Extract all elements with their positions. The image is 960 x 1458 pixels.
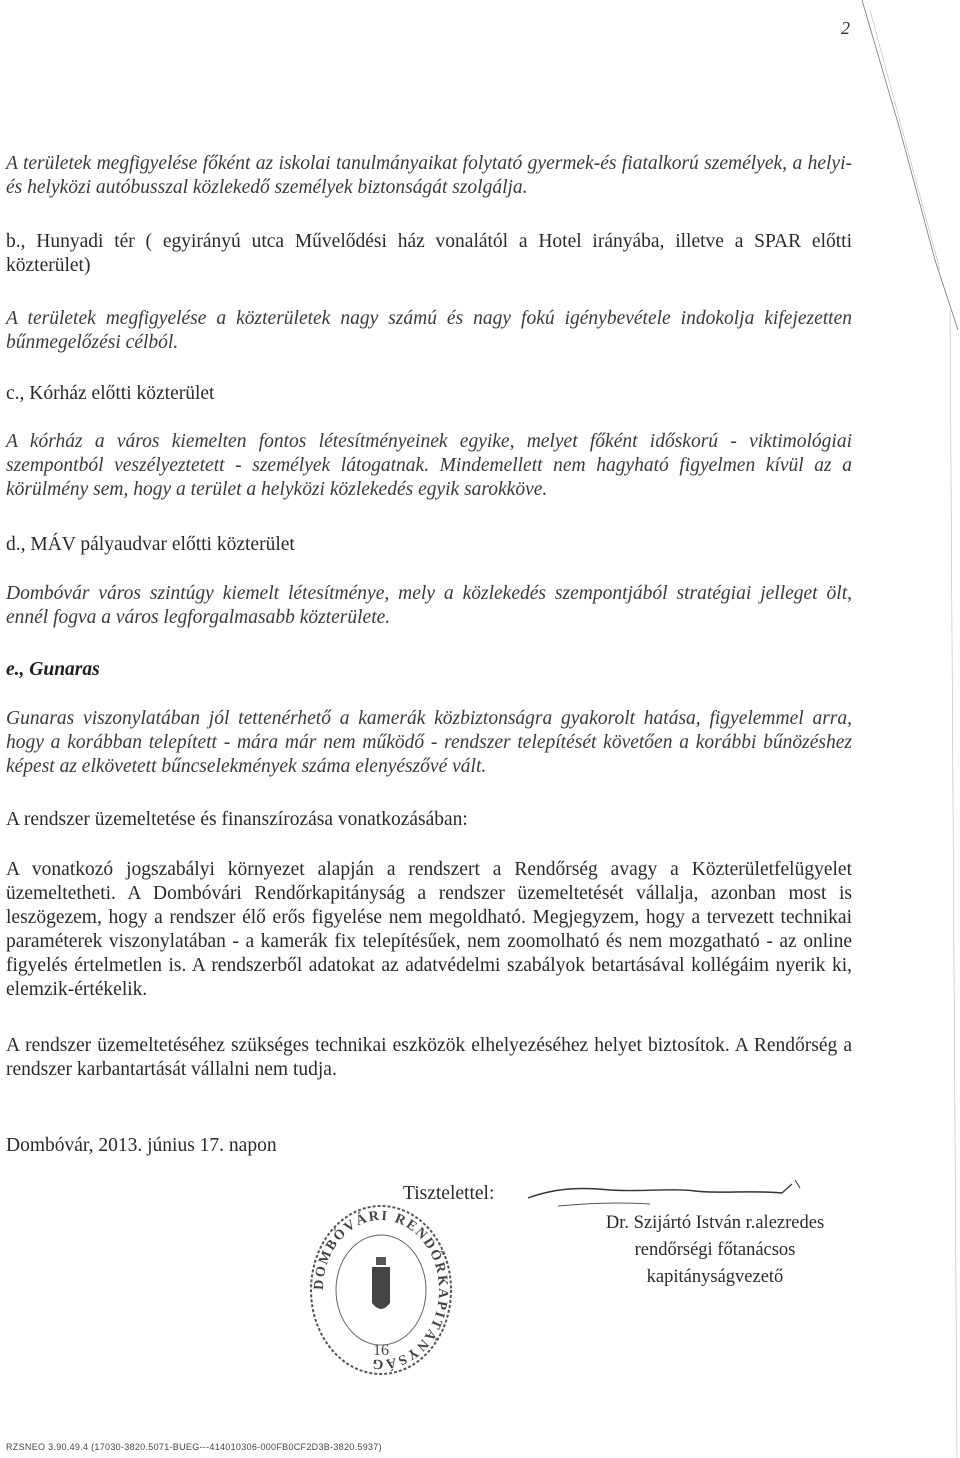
section-d-heading: d., MÁV pályaudvar előtti közterület xyxy=(6,534,295,555)
footer-code: RZSNEO 3.90.49.4 (17030-3820.5071-BUEG---414010306-000FB0CF2D3B-3820.5937) xyxy=(6,1442,382,1452)
section-b-heading: b., Hunyadi tér ( egyirányú utca Művelődési ház vonalától a Hotel irányába, illetve a SPAR előtti közterület) xyxy=(6,231,852,276)
stamp-number: 16 xyxy=(373,1342,389,1359)
section-e-heading: e., Gunaras xyxy=(6,659,100,680)
section-c-body: A kórház a város kiemelten fontos létesítményeinek egyike, melyet főként időskorú - viktimológiai szempontból veszélyeztetett - személyek látogatnak. Mindemellett nem hagyható figyelmen kívül az a körülmény sem, hogy a terület a helyközi közlekedés egyik sarokköve. xyxy=(6,431,852,500)
stamp-ring-text: DOMBÓVÁRI RENDŐRKAPITÁNYSÁG xyxy=(311,1208,451,1372)
coat-of-arms-icon xyxy=(372,1257,390,1309)
operation-body-2: A rendszer üzemeltetéséhez szükséges technikai eszközök elhelyezéséhez helyet biztosítok. A Rendőrség a rendszer karbantartását vállalni nem tudja. xyxy=(6,1035,852,1080)
signer-rank: rendőrségi főtanácsos xyxy=(634,1240,796,1260)
operation-body-1: A vonatkozó jogszabályi környezet alapján a rendszert a Rendőrség avagy a Közterületfelügyelet üzemeltetheti. A Dombóvári Rendőrkapitányság a rendszer üzemeltetését vállalja, azonban most is leszögezem, hogy a rendszer élő erős figyelése nem megoldható. Megjegyzem, hogy a tervezett technikai paraméterek viszonylatában - a kamerák fix telepítésűek, nem zoomolható és nem mozgatható - az online figyelés értelmetlen is. A rendszerből adatokat az adatvédelmi szabályok betartásával kollégáim nyerik ki, elemzik-értékelik. xyxy=(6,859,852,1000)
section-b-body: A területek megfigyelése a közterületek nagy számú és nagy fokú igénybevétele indokolja kifejezetten bűnmegelőzési célból. xyxy=(6,308,852,353)
paragraph-a-body: A területek megfigyelése főként az iskolai tanulmányaikat folytató gyermek-és fiatalkorú személyek, a helyi- és helyközi autóbusszal közlekedő személyek biztonságát szolgálja. xyxy=(6,153,852,198)
official-stamp xyxy=(306,1195,456,1380)
signer-title: kapitányságvezető xyxy=(646,1267,784,1287)
signer-name: Dr. Szijártó István r.alezredes xyxy=(605,1213,825,1233)
page-number: 2 xyxy=(841,18,850,38)
greeting: Tisztelettel: xyxy=(403,1183,495,1204)
operation-heading: A rendszer üzemeltetése és finanszírozása vonatkozásában: xyxy=(6,809,468,830)
section-c-heading: c., Kórház előtti közterület xyxy=(6,383,215,404)
section-d-body: Dombóvár város szintúgy kiemelt létesítménye, mely a közlekedés szempontjából stratégiai jelleget ölt, ennél fogva a város legforgalmasabb közterülete. xyxy=(6,583,852,628)
section-e-body: Gunaras viszonylatában jól tettenérhető a kamerák közbiztonságra gyakorolt hatása, figyelemmel arra, hogy a korábban telepített - mára már nem működő - rendszer telepítését követően a korábbi bűnözéshez képest az elkövetett bűncselekmények száma elenyészővé vált. xyxy=(6,708,852,777)
date-line: Dombóvár, 2013. június 17. napon xyxy=(6,1135,277,1156)
